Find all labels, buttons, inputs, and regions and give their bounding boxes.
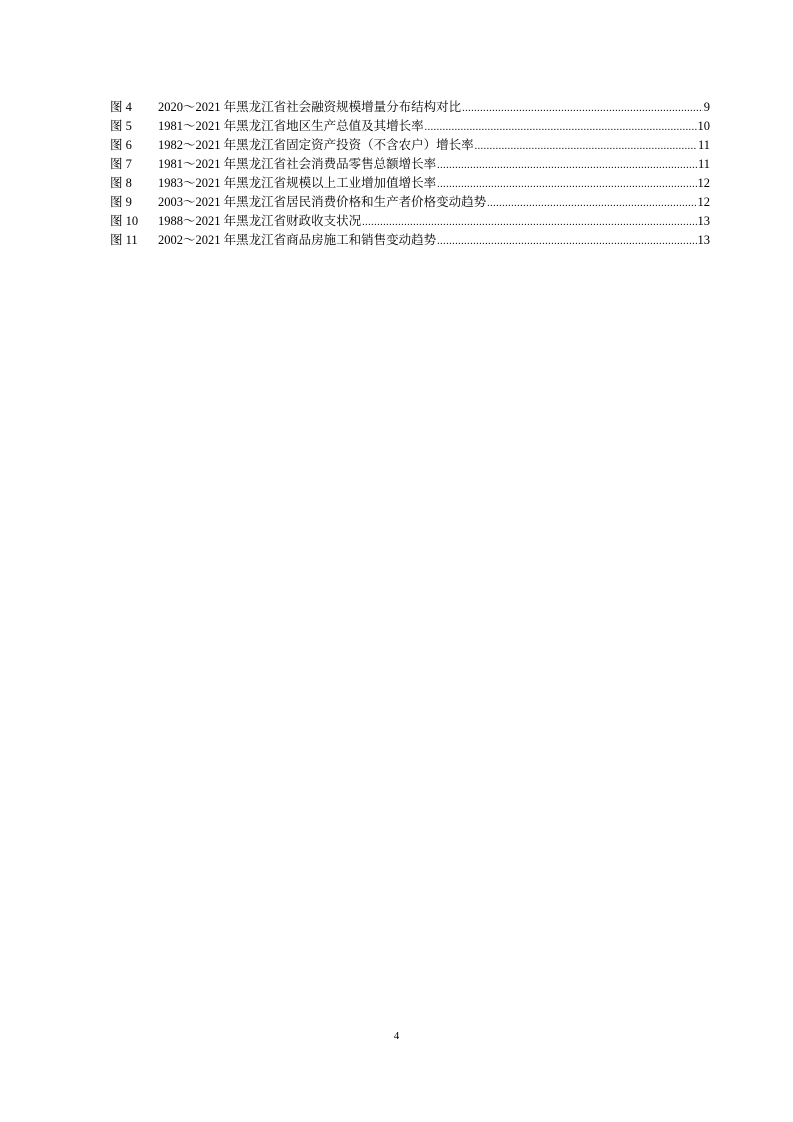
page-number: 4 — [393, 1030, 400, 1042]
toc-leader-dots — [462, 99, 703, 118]
toc-entry-fig-10[interactable] — [110, 212, 710, 231]
toc-entry-page: 11 — [697, 157, 710, 171]
toc-entry-fig-4[interactable] — [110, 98, 710, 117]
toc-entry-fig-6[interactable] — [110, 136, 710, 155]
toc-entry-page: 13 — [697, 214, 710, 228]
toc-entry-fig-8[interactable] — [110, 174, 710, 193]
toc-entry-label: 图 8 — [110, 176, 132, 190]
toc-leader-dots — [487, 194, 696, 213]
toc-entry-fig-11[interactable] — [110, 231, 710, 250]
toc-entry-page: 11 — [697, 138, 710, 152]
toc-entry-title: 1982～2021 年黑龙江省固定资产投资（不含农户）增长率 — [158, 138, 474, 152]
toc-entry-label: 图 11 — [110, 233, 138, 247]
toc-entry-title: 2003～2021 年黑龙江省居民消费价格和生产者价格变动趋势 — [158, 195, 487, 209]
toc-entry-page: 10 — [697, 119, 710, 133]
toc-entry-title: 1981～2021 年黑龙江省地区生产总值及其增长率 — [158, 119, 424, 133]
toc-leader-dots — [475, 137, 697, 156]
toc-entry-label: 图 7 — [110, 157, 132, 171]
toc-entry-title: 1983～2021 年黑龙江省规模以上工业增加值增长率 — [158, 176, 437, 190]
toc-leader-dots — [437, 175, 696, 194]
toc-entry-label: 图 4 — [110, 100, 132, 114]
toc-entry-label: 图 5 — [110, 119, 132, 133]
toc-entry-label: 图 6 — [110, 138, 132, 152]
toc-leader-dots — [437, 156, 697, 175]
toc-entry-page: 12 — [697, 195, 710, 209]
toc-leader-dots — [425, 118, 697, 137]
toc-entry-page: 12 — [697, 176, 710, 190]
toc-entry-title: 1988～2021 年黑龙江省财政收支状况 — [158, 214, 362, 228]
toc-entry-label: 图 9 — [110, 195, 132, 209]
figure-list-toc — [110, 98, 710, 250]
toc-entry-title: 1981～2021 年黑龙江省社会消费品零售总额增长率 — [158, 157, 437, 171]
toc-entry-label: 图 10 — [110, 214, 139, 228]
toc-leader-dots — [362, 213, 696, 232]
toc-entry-title: 2020～2021 年黑龙江省社会融资规模增量分布结构对比 — [158, 100, 462, 114]
toc-entry-fig-7[interactable] — [110, 155, 710, 174]
toc-entry-page: 9 — [703, 100, 710, 114]
toc-entry-fig-9[interactable] — [110, 193, 710, 212]
toc-entry-page: 13 — [697, 233, 710, 247]
toc-leader-dots — [437, 232, 696, 251]
toc-entry-fig-5[interactable] — [110, 117, 710, 136]
toc-entry-title: 2002～2021 年黑龙江省商品房施工和销售变动趋势 — [158, 233, 437, 247]
